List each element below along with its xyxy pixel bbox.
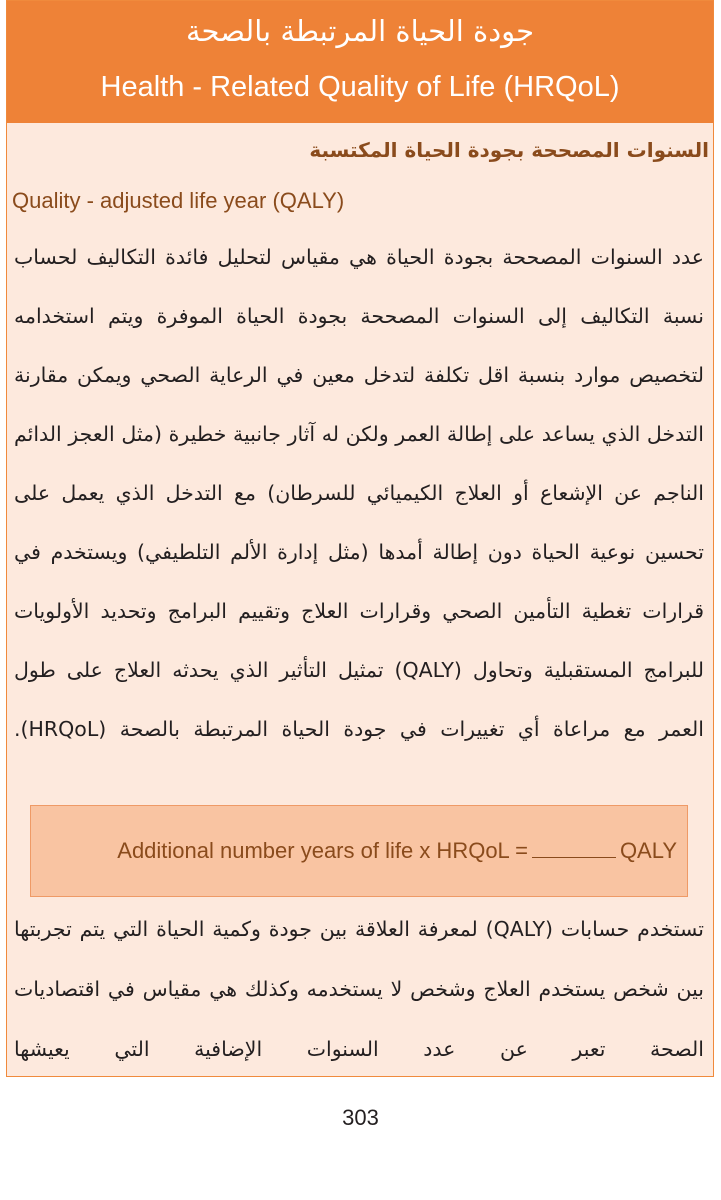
body-paragraph-2: تستخدم حسابات (QALY) لمعرفة العلاقة بين جودة وكمية الحياة التي يتم تجربتها بين شخص يستخدم العلاج وشخص لا يستخدمه وكذلك هي مقياس في اقتصاديات الصحة تعبر عن عدد السنوات الإضافية التي يعيشها: [14, 917, 704, 1061]
page-number: 303: [342, 1105, 379, 1130]
subheading-english: Quality - adjusted life year (QALY): [12, 188, 345, 213]
subheading-arabic: السنوات المصححة بجودة الحياة المكتسبة: [309, 138, 709, 162]
header-banner: [7, 1, 713, 123]
title-english: Health - Related Quality of Life (HRQoL): [100, 71, 620, 103]
formula-right: QALY: [619, 838, 677, 863]
title-arabic: جودة الحياة المرتبطة بالصحة: [185, 14, 535, 48]
body-paragraph-1: عدد السنوات المصححة بجودة الحياة هي مقياس لتحليل فائدة التكاليف لحساب نسبة التكاليف إلى السنوات المصححة بجودة الحياة الموفرة ويتم استخدامه لتخصيص موارد بنسبة اقل تكلفة لتدخل معين في الرعاية الصحي ويمكن مقارنة التدخل الذي يساعد على إطالة العمر ولكن له آثار جانبية خطيرة (مثل العجز الدائم الناجم عن الإشعاع أو العلاج الكيميائي للسرطان) مع التدخل الذي يعمل على تحسين نوعية الحياة دون إطالة أمدها (مثل إدارة الألم التلطيفي) ويستخدم في قرارات تغطية التأمين الصحي وقرارات العلاج وتقييم البرامج وتحديد الأولويات للبرامج المستقبلية وتحاول (QALY) تمثيل التأثير الذي يحدثه العلاج على طول العمر مع مراعاة أي تغييرات في جودة الحياة المرتبطة بالصحة (HRQoL).: [14, 245, 704, 741]
formula: [117, 836, 677, 866]
formula-blank: [532, 837, 616, 858]
formula-box: [30, 805, 688, 897]
formula-left: Additional number years of life x HRQoL =: [117, 838, 528, 863]
